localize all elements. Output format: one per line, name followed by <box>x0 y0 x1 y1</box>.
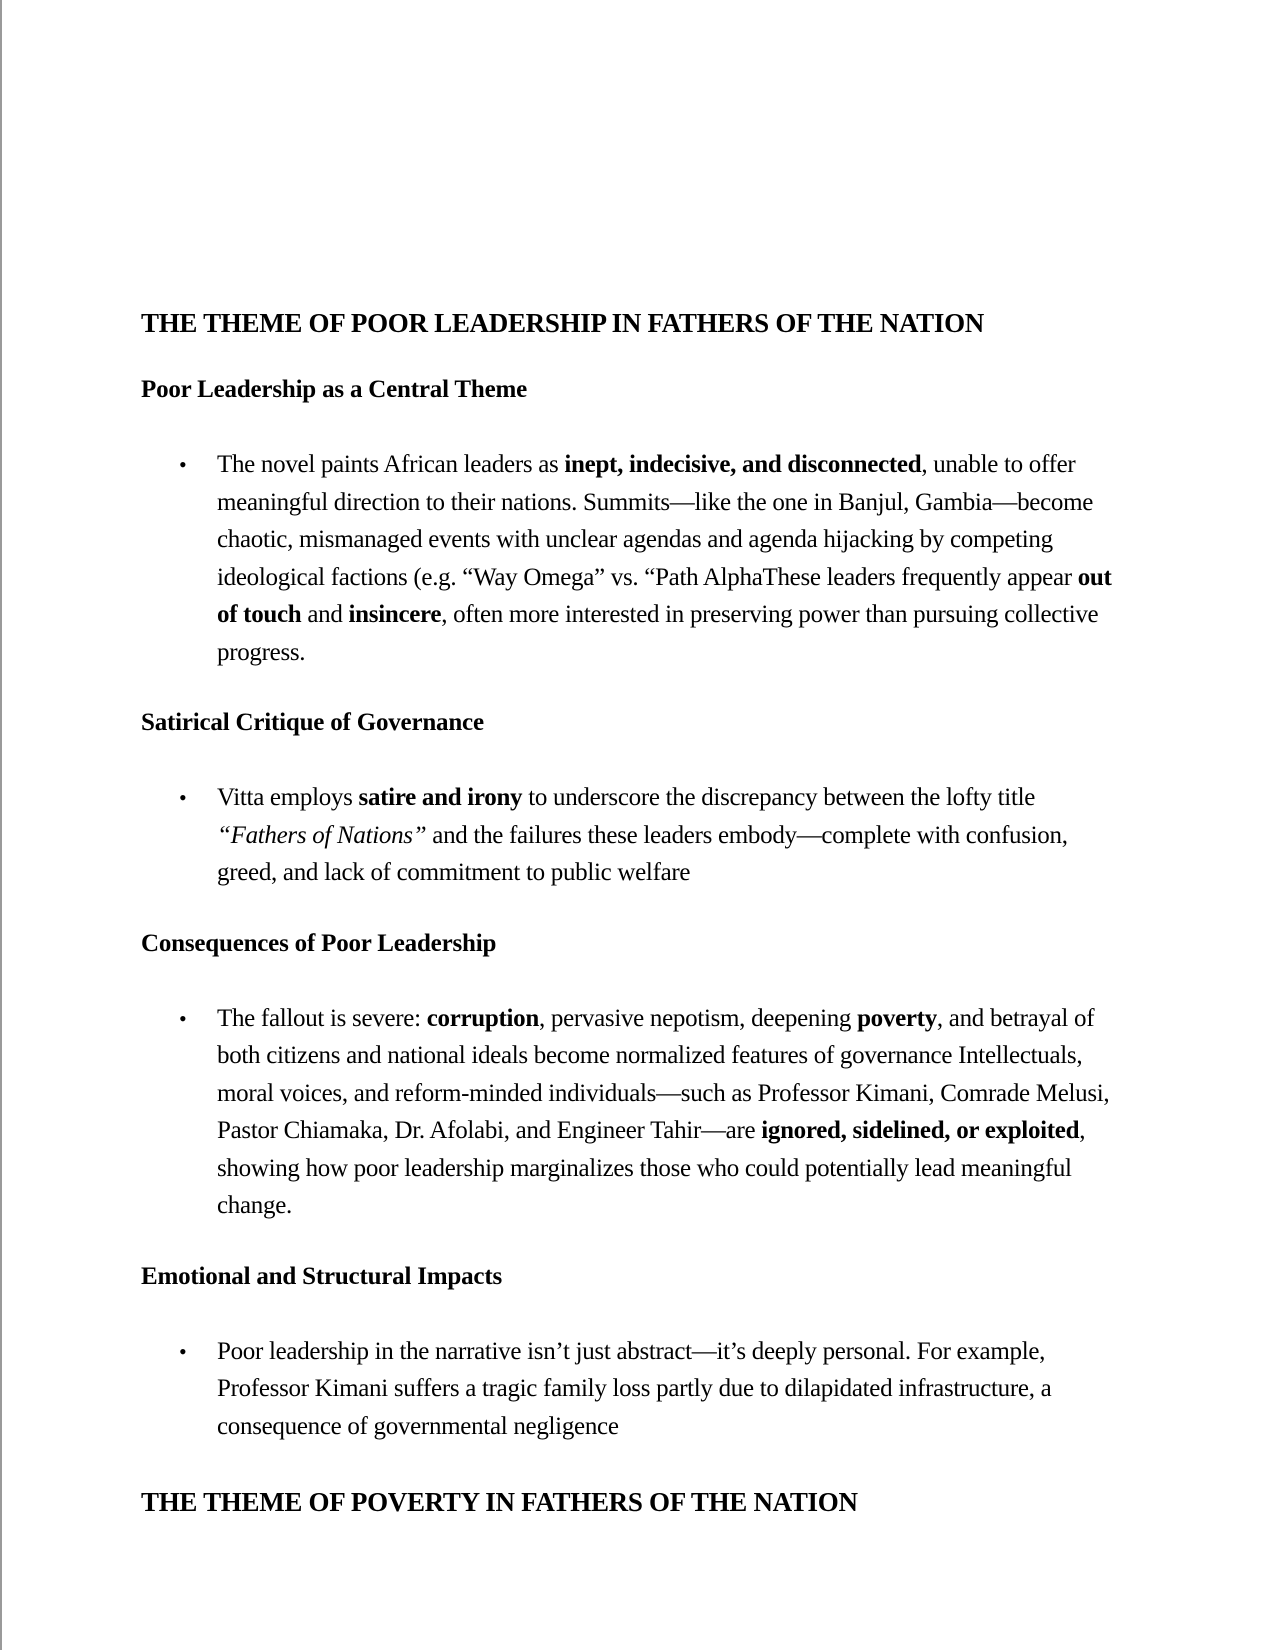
bold-text-segment: insincere <box>348 601 442 628</box>
text-segment: , pervasive nepotism, deepening <box>538 1004 858 1032</box>
subheading-satirical-critique: Satirical Critique of Governance <box>141 709 484 736</box>
bullet-item-emotional-impacts <box>141 1333 1117 1446</box>
subheading-central-theme: Poor Leadership as a Central Theme <box>141 376 528 403</box>
bullet-item-consequences <box>141 1000 1117 1225</box>
bullet-item-satirical-critique <box>141 779 1117 892</box>
text-segment: Vitta employs <box>217 784 359 811</box>
text-segment: , and betrayal of both citizens and national ideals become normalized features of governance Intellectuals, moral voices, and reform-minded individuals—such as Professor Kimani, Comrade Melusi, Pastor Chiamaka, Dr. Afolabi, and Engineer Tahir—are <box>217 1004 1110 1144</box>
bullet-icon: • <box>179 1005 187 1031</box>
document-body <box>141 306 1141 1519</box>
bold-text-segment: out of touch <box>217 563 1112 628</box>
subheading-emotional-impacts: Emotional and Structural Impacts <box>141 1262 502 1290</box>
text-segment: to underscore the discrepancy between the lofty title <box>522 784 1036 811</box>
bullet-list-central-theme <box>141 446 1141 671</box>
bullet-list-satirical-critique <box>141 779 1141 892</box>
text-segment: , showing how poor leadership marginalizes those who could potentially lead meaningful change. <box>217 1117 1086 1219</box>
bullet-icon: • <box>179 785 187 810</box>
bullet-list-emotional-impacts <box>141 1333 1141 1446</box>
bold-text-segment: satire and irony <box>358 784 523 811</box>
italic-text-segment: “Fathers of Nations” <box>217 821 427 849</box>
heading-poverty: THE THEME OF POVERTY IN FATHERS OF THE NATION <box>141 1487 858 1517</box>
bullet-icon: • <box>179 1338 187 1364</box>
text-segment: The novel paints African leaders as <box>217 451 565 478</box>
text-segment: Poor leadership in the narrative isn’t just abstract—it’s deeply personal. For example, Professor Kimani suffers a tragic family loss partly due to dilapidated infrastructure, a consequence of governmental negligence <box>217 1337 1052 1440</box>
subheading-consequences: Consequences of Poor Leadership <box>141 929 497 957</box>
text-segment: , often more interested in preserving power than pursuing collective progress. <box>217 601 1099 666</box>
bold-text-segment: ignored, sidelined, or exploited <box>761 1117 1080 1144</box>
heading-poor-leadership: THE THEME OF POOR LEADERSHIP IN FATHERS OF THE NATION <box>141 308 984 338</box>
bullet-list-consequences <box>141 1000 1141 1225</box>
bold-text-segment: inept, indecisive, and disconnected <box>564 451 922 478</box>
text-segment: The fallout is severe: <box>217 1004 427 1032</box>
bullet-item-central-theme <box>141 446 1117 671</box>
page-left-edge <box>0 0 2 1650</box>
text-segment: and the failures these leaders embody—complete with confusion, greed, and lack of commitment to public welfare <box>217 821 1068 886</box>
bold-text-segment: corruption <box>426 1004 539 1032</box>
bullet-icon: • <box>179 452 187 477</box>
text-segment: , unable to offer meaningful direction to their nations. Summits—like the one in Banjul, Gambia—become chaotic, mismanaged events with unclear agendas and agenda hijacking by competing ideological factions (e.g. “Way Omega” vs. “Path AlphaThese leaders frequently appear <box>217 451 1094 591</box>
bold-text-segment: poverty <box>857 1004 937 1032</box>
text-segment: and <box>301 601 349 628</box>
